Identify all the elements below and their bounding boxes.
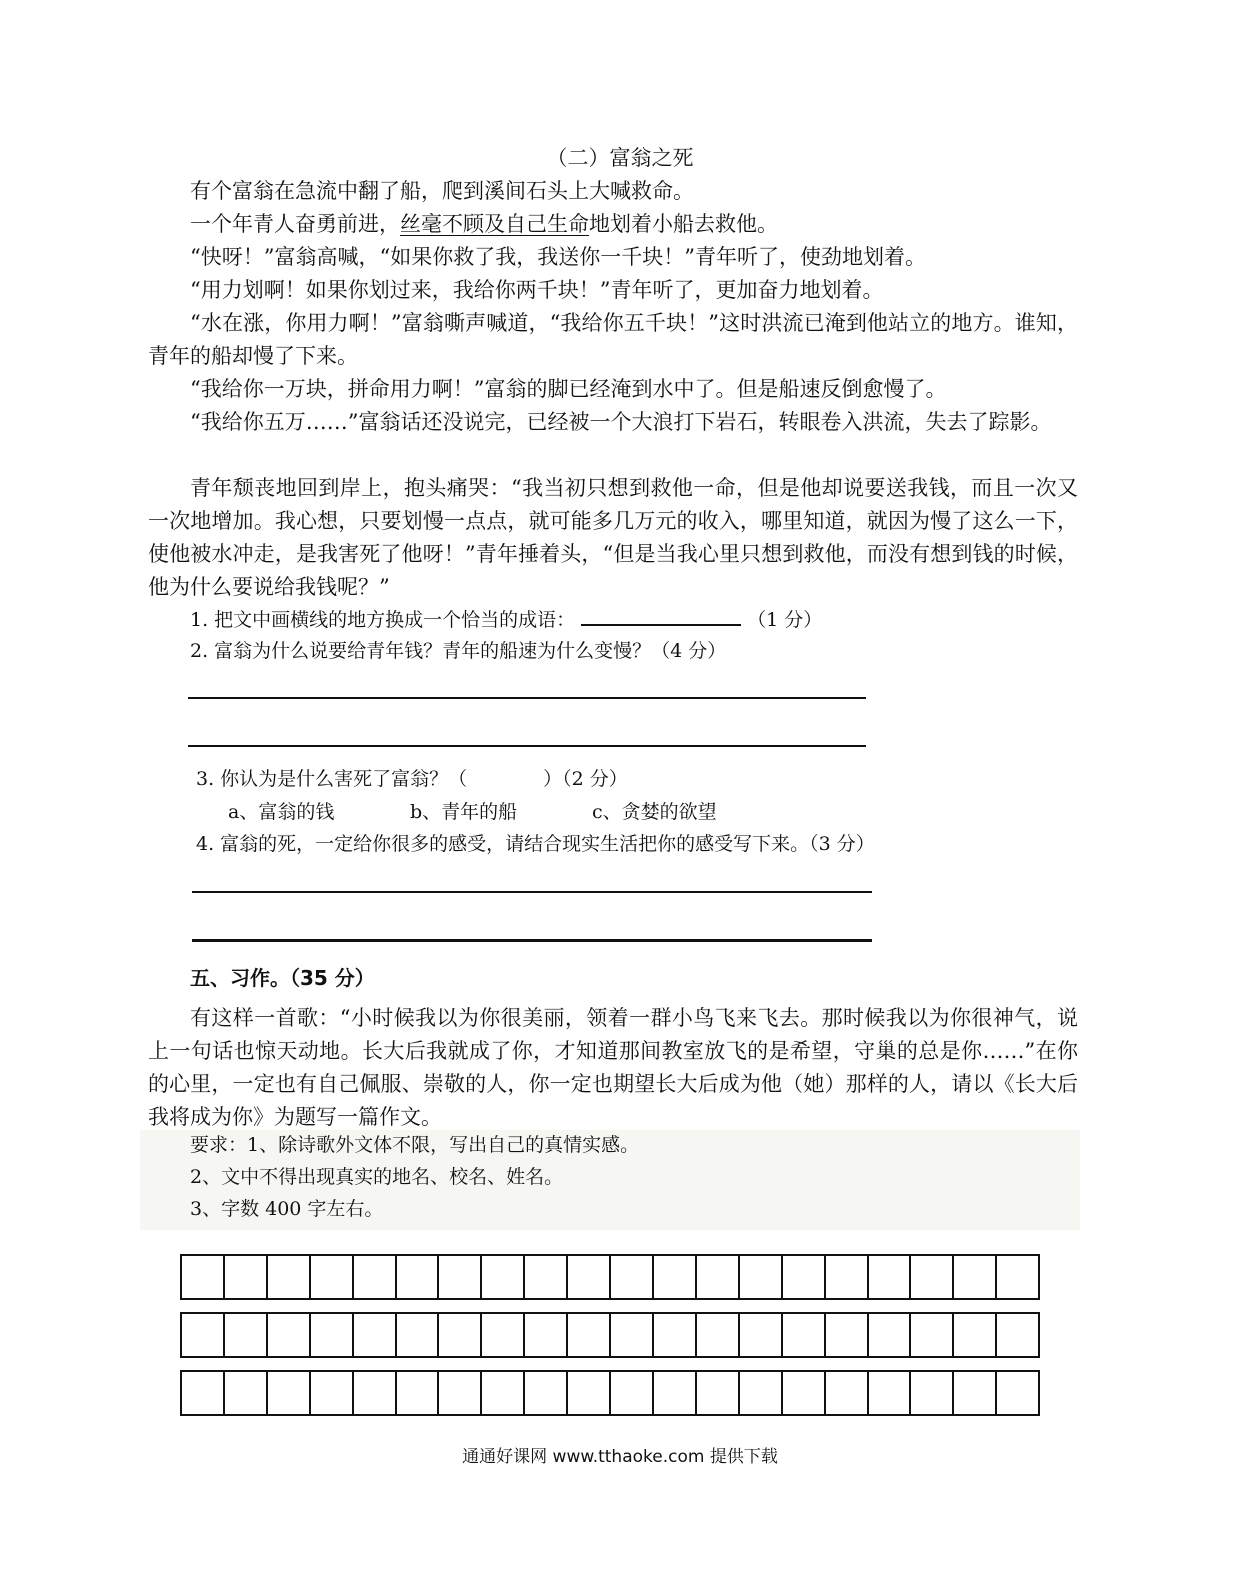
grid-cell[interactable] <box>311 1256 354 1298</box>
grid-cell[interactable] <box>740 1314 783 1356</box>
passage-paragraph: “用力划啊！如果你划过来，我给你两千块！”青年听了，更加奋力地划着。 <box>190 278 884 302</box>
passage-paragraph: “快呀！”富翁高喊，“如果你救了我，我送你一千块！”青年听了，使劲地划着。 <box>190 245 926 269</box>
grid-cell[interactable] <box>611 1256 654 1298</box>
grid-cell[interactable] <box>697 1372 740 1414</box>
option-c[interactable]: c、贪婪的欲望 <box>592 801 717 823</box>
grid-cell[interactable] <box>697 1256 740 1298</box>
grid-cell[interactable] <box>654 1256 697 1298</box>
grid-cell[interactable] <box>397 1314 440 1356</box>
option-a[interactable]: a、富翁的钱 <box>228 801 335 823</box>
grid-cell[interactable] <box>997 1372 1040 1414</box>
grid-cell[interactable] <box>397 1256 440 1298</box>
answer-line[interactable] <box>192 939 872 942</box>
grid-cell[interactable] <box>568 1314 611 1356</box>
writing-grid-row[interactable] <box>180 1370 1040 1416</box>
grid-cell[interactable] <box>654 1314 697 1356</box>
grid-cell[interactable] <box>525 1372 568 1414</box>
writing-grid-row[interactable] <box>180 1312 1040 1358</box>
grid-cell[interactable] <box>311 1372 354 1414</box>
answer-line[interactable] <box>192 891 872 893</box>
question-4: 4. 富翁的死，一定给你很多的感受，请结合现实生活把你的感受写下来。（3 分） <box>196 833 875 855</box>
question-3: 3. 你认为是什么害死了富翁？（ ）（2 分） <box>196 768 628 790</box>
grid-cell[interactable] <box>182 1256 225 1298</box>
passage-paragraph: 青年颓丧地回到岸上，抱头痛哭：“我当初只想到救他一命，但是他却说要送我钱，而且一次又一次地增加。我心想，只要划慢一点点，就可能多几万元的收入，哪里知道，就因为慢了这么一下，使他被水冲走，是我害死了他呀！”青年捶着头，“但是当我心里只想到救他，而没有想到钱的时候，他为什么要说给我钱呢？” <box>148 476 1078 599</box>
grid-cell[interactable] <box>311 1314 354 1356</box>
grid-cell[interactable] <box>783 1256 826 1298</box>
section-heading: 五、习作。（35 分） <box>190 966 375 990</box>
question-2: 2. 富翁为什么说要给青年钱？青年的船速为什么变慢？（4 分） <box>190 640 727 662</box>
grid-cell[interactable] <box>482 1372 525 1414</box>
question-1: 1. 把文中画横线的地方换成一个恰当的成语： （1 分） <box>190 604 822 635</box>
writing-grid-row[interactable] <box>180 1254 1040 1300</box>
grid-cell[interactable] <box>826 1256 869 1298</box>
grid-cell[interactable] <box>354 1314 397 1356</box>
grid-cell[interactable] <box>954 1256 997 1298</box>
grid-cell[interactable] <box>954 1314 997 1356</box>
grid-cell[interactable] <box>568 1256 611 1298</box>
grid-cell[interactable] <box>568 1372 611 1414</box>
grid-cell[interactable] <box>525 1256 568 1298</box>
grid-cell[interactable] <box>182 1372 225 1414</box>
grid-cell[interactable] <box>354 1256 397 1298</box>
writing-prompt: 有这样一首歌：“小时候我以为你很美丽，领着一群小鸟飞来飞去。那时候我以为你很神气，说上一句话也惊天动地。长大后我就成了你，才知道那间教室放飞的是希望，守巢的总是你……”在你的心里，一定也有自己佩服、崇敬的人，你一定也期望长大后成为他（她）那样的人，请以《长大后我将成为你》为题写一篇作文。 <box>148 1006 1078 1129</box>
grid-cell[interactable] <box>869 1256 912 1298</box>
grid-cell[interactable] <box>397 1372 440 1414</box>
requirement-1: 要求：1、除诗歌外文体不限，写出自己的真情实感。 <box>190 1134 640 1156</box>
grid-cell[interactable] <box>611 1314 654 1356</box>
grid-cell[interactable] <box>225 1314 268 1356</box>
grid-cell[interactable] <box>740 1372 783 1414</box>
footer-credit: 通通好课网 www.tthaoke.com 提供下载 <box>462 1447 778 1467</box>
grid-cell[interactable] <box>525 1314 568 1356</box>
grid-cell[interactable] <box>439 1372 482 1414</box>
grid-cell[interactable] <box>268 1256 311 1298</box>
grid-cell[interactable] <box>997 1314 1040 1356</box>
grid-cell[interactable] <box>654 1372 697 1414</box>
grid-cell[interactable] <box>911 1256 954 1298</box>
grid-cell[interactable] <box>268 1314 311 1356</box>
grid-cell[interactable] <box>225 1256 268 1298</box>
grid-cell[interactable] <box>783 1372 826 1414</box>
passage-title: （二）富翁之死 <box>546 146 694 170</box>
passage-paragraph: “我给你五万……”富翁话还没说完，已经被一个大浪打下岩石，转眼卷入洪流，失去了踪影。 <box>190 410 1052 434</box>
grid-cell[interactable] <box>869 1372 912 1414</box>
grid-cell[interactable] <box>182 1314 225 1356</box>
underlined-phrase: 丝毫不顾及自己生命 <box>400 212 589 236</box>
grid-cell[interactable] <box>997 1256 1040 1298</box>
grid-cell[interactable] <box>911 1372 954 1414</box>
grid-cell[interactable] <box>869 1314 912 1356</box>
passage-paragraph: “水在涨，你用力啊！”富翁嘶声喊道，“我给你五千块！”这时洪流已淹到他站立的地方。谁知，青年的船却慢了下来。 <box>148 311 1078 368</box>
passage-paragraph: 一个年青人奋勇前进，丝毫不顾及自己生命地划着小船去救他。 <box>190 212 778 236</box>
grid-cell[interactable] <box>482 1256 525 1298</box>
grid-cell[interactable] <box>826 1372 869 1414</box>
grid-cell[interactable] <box>482 1314 525 1356</box>
grid-cell[interactable] <box>697 1314 740 1356</box>
grid-cell[interactable] <box>439 1314 482 1356</box>
answer-line[interactable] <box>188 697 866 699</box>
grid-cell[interactable] <box>268 1372 311 1414</box>
answer-line[interactable] <box>188 745 866 747</box>
passage-paragraph: 有个富翁在急流中翻了船，爬到溪间石头上大喊救命。 <box>190 179 694 203</box>
requirement-2: 2、文中不得出现真实的地名、校名、姓名。 <box>190 1166 564 1188</box>
requirement-3: 3、字数 400 字左右。 <box>190 1198 384 1220</box>
grid-cell[interactable] <box>439 1256 482 1298</box>
grid-cell[interactable] <box>225 1372 268 1414</box>
option-b[interactable]: b、青年的船 <box>410 801 518 823</box>
grid-cell[interactable] <box>911 1314 954 1356</box>
grid-cell[interactable] <box>354 1372 397 1414</box>
grid-cell[interactable] <box>826 1314 869 1356</box>
grid-cell[interactable] <box>740 1256 783 1298</box>
grid-cell[interactable] <box>954 1372 997 1414</box>
grid-cell[interactable] <box>783 1314 826 1356</box>
answer-blank[interactable] <box>581 604 741 626</box>
passage-paragraph: “我给你一万块，拼命用力啊！”富翁的脚已经淹到水中了。但是船速反倒愈慢了。 <box>190 377 947 401</box>
grid-cell[interactable] <box>611 1372 654 1414</box>
